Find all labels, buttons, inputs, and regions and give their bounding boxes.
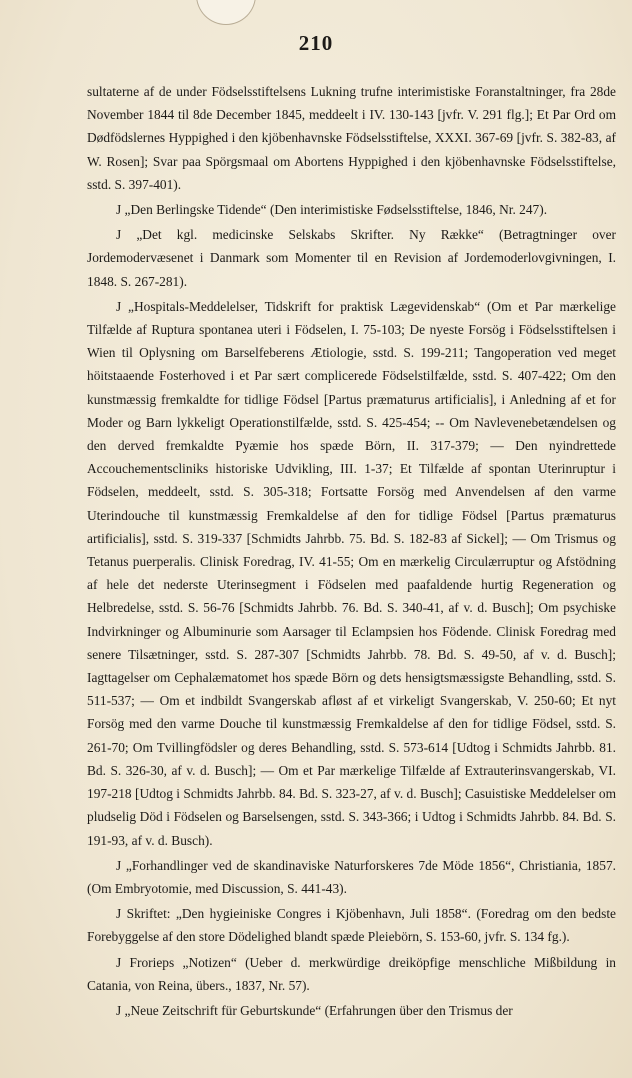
paragraph-continuation: sultaterne af de under Födselsstiftelsens Lukning trufne interimistiske Foranstaltninger, fra 28de November 1844 til 8de December 1845, meddeelt i IV. 130-143 [jvfr. V. 291 flg.]; Et Par Ord om Dødfödslernes Hyppighed i den kjöbenhavnske Födselsstiftelse, XXXI. 367-69 [jvfr. S. 382-83, af W. Rosen]; Svar paa Spörgsmaal om Abortens Hyppighed i den kjöbenhavnske Födselsstiftelse, sstd. S. 397-401). [87,84,616,192]
page-body [87,80,616,1022]
page-tab-cutout [196,0,256,25]
paragraph-hygieiniske-congres: J Skriftet: „Den hygieiniske Congres i Kjöbenhavn, Juli 1858“. (Foredrag om den bedste Forebyggelse af den store Dödelighed blandt spæde Pleiebörn, S. 153-60, jvfr. S. 134 fg.). [87,906,616,945]
paragraph-forhandlinger: J „Forhandlinger ved de skandinaviske Naturforskeres 7de Möde 1856“, Christiania, 1857. (Om Embryotomie, med Discussion, S. 441-43). [87,857,616,896]
paragraph-neue-zeitschrift: J „Neue Zeitschrift für Geburtskunde“ (Erfahrungen über den Trismus der [116,1002,513,1018]
paragraph-medicinske-selskab: J „Det kgl. medicinske Selskabs Skrifter. Ny Række“ (Betragtninger over Jordemodervæsenet i Danmark som Momenter til en Revision af Jordemoderlovgivningen, I. 1848. S. 267-281). [87,227,616,289]
page-number: 210 [298,31,334,55]
paragraph-berlingske: J „Den Berlingske Tidende“ (Den interimistiske Fødselsstiftelse, 1846, Nr. 247). [116,202,548,218]
paragraph-froriep-notizen: J Frorieps „Notizen“ (Ueber d. merkwürdige dreiköpfige menschliche Mißbildung in Catania, von Reina, übers., 1837, Nr. 57). [87,954,616,993]
paragraph-hospitals-meddelelser: J „Hospitals-Meddelelser, Tidskrift for praktisk Lægevidenskab“ (Om et Par mærkelige Tilfælde af Ruptura spontanea uteri i Födselen, I. 75-103; De nyeste Forsög i Födselsstiftelsen i Wien til Oplysning om Barselfeberens Ætiologie, sstd. S. 199-211; Tangoperation ved meget höitstaaende Fosterhoved i et Par sært complicerede Födselstilfælde, sstd. S. 407-422; Om den kunstmæssig fremkaldte for tidlige Födsel [Partus præmaturus artificialis], i Anledning af et for Moder og Barn lykkeligt Operationstilfælde, sstd. S. 425-454; -- Om Navlevenebetændelsen og den derved fremkaldte Pyæmie hos spæde Börn, II. 317-379; — Den nyindrettede Accouchementscliniks historiske Udvikling, III. 1-37; Et Tilfælde af spontan Uterinruptur i Födselen, meddeelt, sstd. S. 305-318; Fortsatte Forsög med Anvendelsen af den varme Uterindouche til kunstmæssig Fremkaldelse af den for tidlige Födsel [Partus præmaturus artificialis], sstd. S. 319-337 [Schmidts Jahrbb. 75. Bd. S. 182-83 af Sickel]; — Om Trismus og Tetanus puerperalis. Clinisk Foredrag, IV. 41-55; Om en mærkelig Circulærruptur og Afstödning af hele det nederste Uterinsegment i Födselen med paafaldende hurtig Regeneration og Helbredelse, sstd. S. 56-76 [Schmidts Jahrbb. 76. Bd. S. 340-41, af v. d. Busch]; Om psychiske Indvirkninger og Albuminurie som Aarsager til Eclampsien hos Födende. Clinisk Foredrag med senere Tilsætninger, sstd. S. 287-307 [Schmidts Jahrbb. 78. Bd. S. 49-50, af v. d. Busch]; Iagttagelser om Cephalæmatomet hos spæde Börn og dets hensigtsmæssigste Behandling, sstd. S. 511-537; — Om et indbildt Svangerskab afløst af et virkeligt Svangerskab, V. 250-60; Et nyt Forsög med den varme Douche til kunstmæssig Fremkaldelse af den for tidlige Födsel, sstd. S. 261-70; Om Tvillingfödsler og deres Behandling, sstd. S. 573-614 [Udtog i Schmidts Jahrbb. 81. Bd. S. 326-30, af v. d. Busch]; — Om et Par mærkelige Tilfælde af Extrauterinsvangerskab, VI. 197-218 [Udtog i Schmidts Jahrbb. 84. Bd. S. 323-27, af v. d. Busch]; Casuistiske Meddelelser om pludselig Död i Födselen og Barselsengen, sstd. S. 343-366; i Udtog i Schmidts Jahrbb. 84. Bd. S. 191-93, af v. d. Busch). [87,298,616,848]
